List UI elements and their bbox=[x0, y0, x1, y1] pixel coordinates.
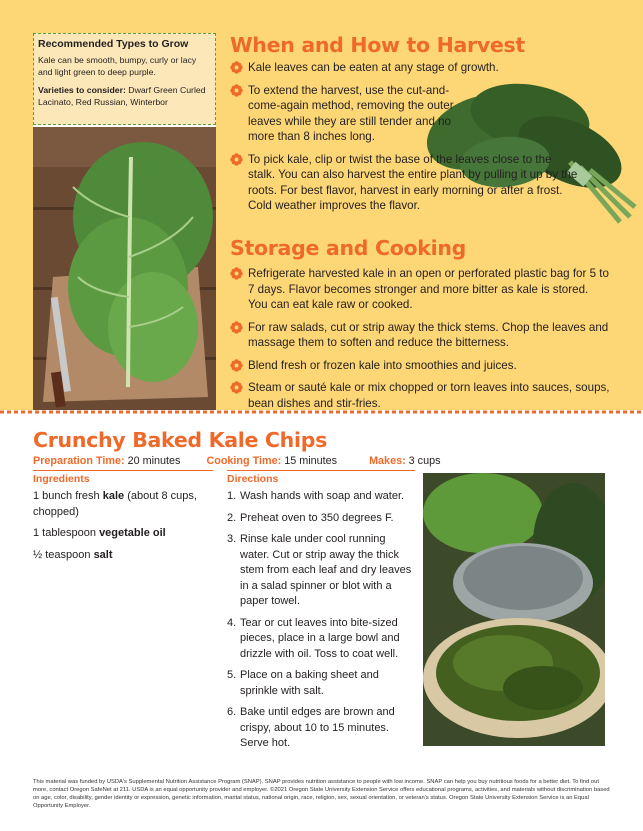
prep-time-label: Preparation Time: bbox=[33, 455, 125, 467]
ingredients-heading: Ingredients bbox=[33, 473, 90, 485]
ingredients-rule bbox=[33, 470, 213, 471]
storage-bullet: Refrigerate harvested kale in an open or perforated plastic bag for 5 to 7 days. Flavor becomes stronger and more bitter as kale is stored. You can eat kale raw or cooked. bbox=[230, 266, 610, 313]
footer-disclaimer: This material was funded by USDA's Supplemental Nutrition Assistance Program (SNAP). SNAP provides nutrition assistance to people with low income. SNAP can help you buy nutritious foods for a better diet. To find out more, contact Oregon SafeNet at 211. USDA is an equal opportunity provider and employer. ©2021 Oregon State University Extension Service offers educational programs, activities, and materials without discrimination based on age, color, disability, gender identity or expression, genetic information, marital status, national origin, race, religion, sex, sexual orientation, or veteran's status. Oregon State University Extension Service is an Equal Opportunity Employer. bbox=[33, 779, 610, 809]
recommended-description: Kale can be smooth, bumpy, curly or lacy and light green to deep purple. bbox=[38, 55, 197, 77]
cook-time-value: 15 minutes bbox=[284, 455, 338, 467]
orange-flower-icon bbox=[230, 381, 243, 394]
recipe-meta bbox=[33, 455, 440, 467]
storage-title: Storage and Cooking bbox=[230, 236, 466, 260]
direction-step: 6. Bake until edges are brown and crispy, about 10 to 15 minutes. Serve hot. bbox=[227, 706, 395, 749]
makes-value: 3 cups bbox=[408, 455, 441, 467]
harvest-bullet: To pick kale, clip or twist the base of the leaves close to the stalk. You can also harvest the entire plant by pulling it up by the roots. For best flavor, harvest in early morning or after a frost. Cold weather improves the flavor. bbox=[230, 152, 578, 214]
ingredient-item: 1 tablespoon vegetable oil bbox=[33, 527, 166, 539]
prep-time-value: 20 minutes bbox=[127, 455, 181, 467]
kale-cutting-board-photo bbox=[33, 127, 216, 410]
storage-bullet: Blend fresh or frozen kale into smoothies and juices. bbox=[230, 358, 610, 374]
orange-flower-icon bbox=[230, 321, 243, 334]
harvest-bullet: To extend the harvest, use the cut-and-come-again method, removing the outer leaves while they are still tender and no more than 8 inches long. bbox=[230, 83, 455, 145]
storage-bullet: Steam or sauté kale or mix chopped or torn leaves into sauces, soups, bean dishes and stir-fries. bbox=[230, 380, 610, 411]
directions-list bbox=[227, 489, 415, 758]
makes-label: Makes: bbox=[369, 455, 406, 467]
storage-bullet: For raw salads, cut or strip away the thick stems. Chop the leaves and massage them to soften and reduce the bitterness. bbox=[230, 320, 610, 351]
storage-bullets bbox=[230, 266, 610, 418]
kale-chips-photo bbox=[423, 473, 605, 746]
cook-time-label: Cooking Time: bbox=[206, 455, 282, 467]
varieties-label: Varieties to consider: bbox=[38, 85, 126, 95]
recommended-title: Recommended Types to Grow bbox=[38, 38, 189, 50]
direction-step: 1. Wash hands with soap and water. bbox=[227, 490, 405, 502]
recommended-types-box bbox=[33, 33, 216, 125]
recipe-title: Crunchy Baked Kale Chips bbox=[33, 428, 327, 452]
ingredients-list bbox=[33, 489, 213, 569]
directions-rule bbox=[227, 470, 415, 471]
orange-flower-icon bbox=[230, 267, 243, 280]
harvest-bullet: Kale leaves can be eaten at any stage of growth. bbox=[230, 60, 518, 76]
varieties-text bbox=[38, 84, 211, 108]
ingredient-item: ½ teaspoon salt bbox=[33, 548, 113, 561]
orange-flower-icon bbox=[230, 84, 243, 97]
orange-flower-icon bbox=[230, 359, 243, 372]
directions-heading: Directions bbox=[227, 473, 279, 485]
direction-step: 5. Place on a baking sheet and sprinkle with salt. bbox=[227, 669, 379, 697]
harvest-title: When and How to Harvest bbox=[230, 33, 525, 57]
orange-flower-icon bbox=[230, 153, 243, 166]
dotted-divider bbox=[0, 410, 643, 414]
direction-step: 4. Tear or cut leaves into bite-sized pieces, place in a large bowl and drizzle with oil. Toss to coat well. bbox=[227, 616, 400, 660]
direction-step: 2. Preheat oven to 350 degrees F. bbox=[227, 511, 394, 524]
direction-step: 3. Rinse kale under cool running water. Cut or strip away the thick stem from each leaf and dry leaves in a salad spinner or blot with a paper towel. bbox=[227, 533, 412, 607]
harvest-bullets bbox=[230, 60, 578, 221]
ingredient-item: 1 bunch fresh kale (about 8 cups, chopped) bbox=[33, 490, 197, 518]
varieties-list: Dwarf Green Curled Lacinato, Red Russian, Winterbor bbox=[38, 85, 206, 107]
orange-flower-icon bbox=[230, 61, 243, 74]
